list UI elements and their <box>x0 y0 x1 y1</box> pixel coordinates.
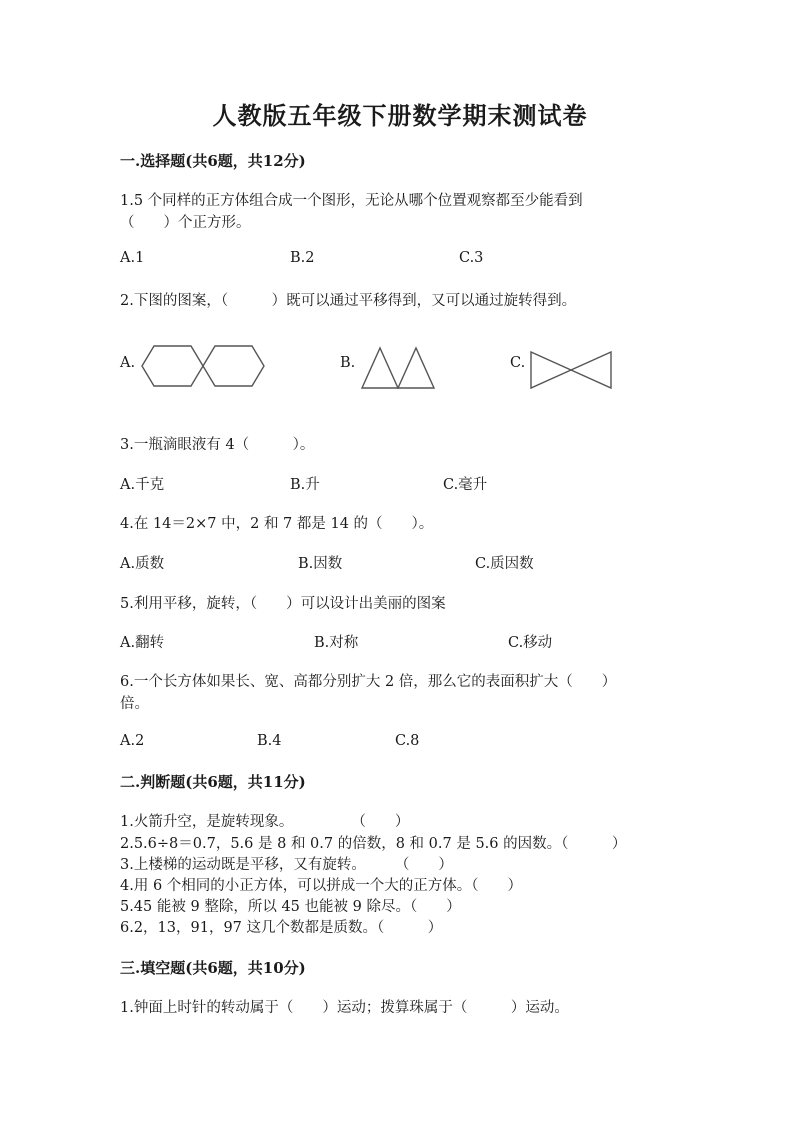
question-4-option-b: B.因数 <box>298 556 343 572</box>
question-6-option-a: A.2 <box>120 733 145 749</box>
judgement-item-1: 1.火箭升空，是旋转现象。 （ ） <box>120 814 410 830</box>
question-2-option-b: B. <box>340 355 356 371</box>
question-4-option-c: C.质因数 <box>475 556 534 572</box>
question-1-line-2: （ ）个正方形。 <box>120 215 251 231</box>
question-6-option-c: C.8 <box>395 733 420 749</box>
question-4-option-a: A.质数 <box>120 556 165 572</box>
question-5-option-a: A.翻转 <box>120 635 165 651</box>
section-heading-choice: 一.选择题(共6题，共12分) <box>120 152 306 170</box>
question-1-option-c: C.3 <box>459 250 484 266</box>
question-6-line-1: 6.一个长方体如果长、宽、高都分别扩大 2 倍，那么它的表面积扩大（ ） <box>120 674 617 690</box>
question-3-option-b: B.升 <box>290 477 320 493</box>
two-hexagons-figure <box>140 344 266 388</box>
question-1-option-a: A.1 <box>120 250 145 266</box>
question-5-text: 5.利用平移，旋转，（ ）可以设计出美丽的图案 <box>120 596 446 612</box>
page-title: 人教版五年级下册数学期末测试卷 <box>212 101 588 130</box>
question-3-option-c: C.毫升 <box>443 477 488 493</box>
question-6-option-b: B.4 <box>257 733 282 749</box>
judgement-item-6: 6.2，13，91，97 这几个数都是质数。（ ） <box>120 920 443 936</box>
question-6-line-2: 倍。 <box>120 696 149 712</box>
section-heading-judgement: 二.判断题(共6题，共11分) <box>120 773 306 791</box>
question-2-option-c: C. <box>510 355 526 371</box>
question-1-option-b: B.2 <box>290 250 315 266</box>
question-1-line-1: 1.5 个同样的正方体组合成一个图形，无论从哪个位置观察都至少能看到 <box>120 193 583 209</box>
judgement-item-5: 5.45 能被 9 整除，所以 45 也能被 9 除尽。（ ） <box>120 899 461 915</box>
question-2-option-a: A. <box>120 355 136 371</box>
question-5-option-b: B.对称 <box>314 635 359 651</box>
question-3-option-a: A.千克 <box>120 477 165 493</box>
two-triangles-figure <box>360 346 436 390</box>
question-4-text: 4.在 14＝2×7 中，2 和 7 都是 14 的（ ）。 <box>120 516 434 532</box>
bowtie-figure <box>529 350 613 390</box>
judgement-item-3: 3.上楼梯的运动既是平移，又有旋转。 （ ） <box>120 857 453 873</box>
judgement-item-2: 2.5.6÷8＝0.7，5.6 是 8 和 0.7 的倍数，8 和 0.7 是 5.6 的因数。（ ） <box>120 836 627 852</box>
question-2-text: 2.下图的图案，（ ）既可以通过平移得到，又可以通过旋转得到。 <box>120 293 577 309</box>
question-5-option-c: C.移动 <box>508 635 553 651</box>
question-3-text: 3.一瓶滴眼液有 4（ ）。 <box>120 437 315 453</box>
judgement-item-4: 4.用 6 个相同的小正方体，可以拼成一个大的正方体。（ ） <box>120 878 523 894</box>
section-heading-fill-blank: 三.填空题(共6题，共10分) <box>120 959 306 977</box>
fill-blank-question-1: 1.钟面上时针的转动属于（ ）运动；拨算珠属于（ ）运动。 <box>120 1000 569 1016</box>
